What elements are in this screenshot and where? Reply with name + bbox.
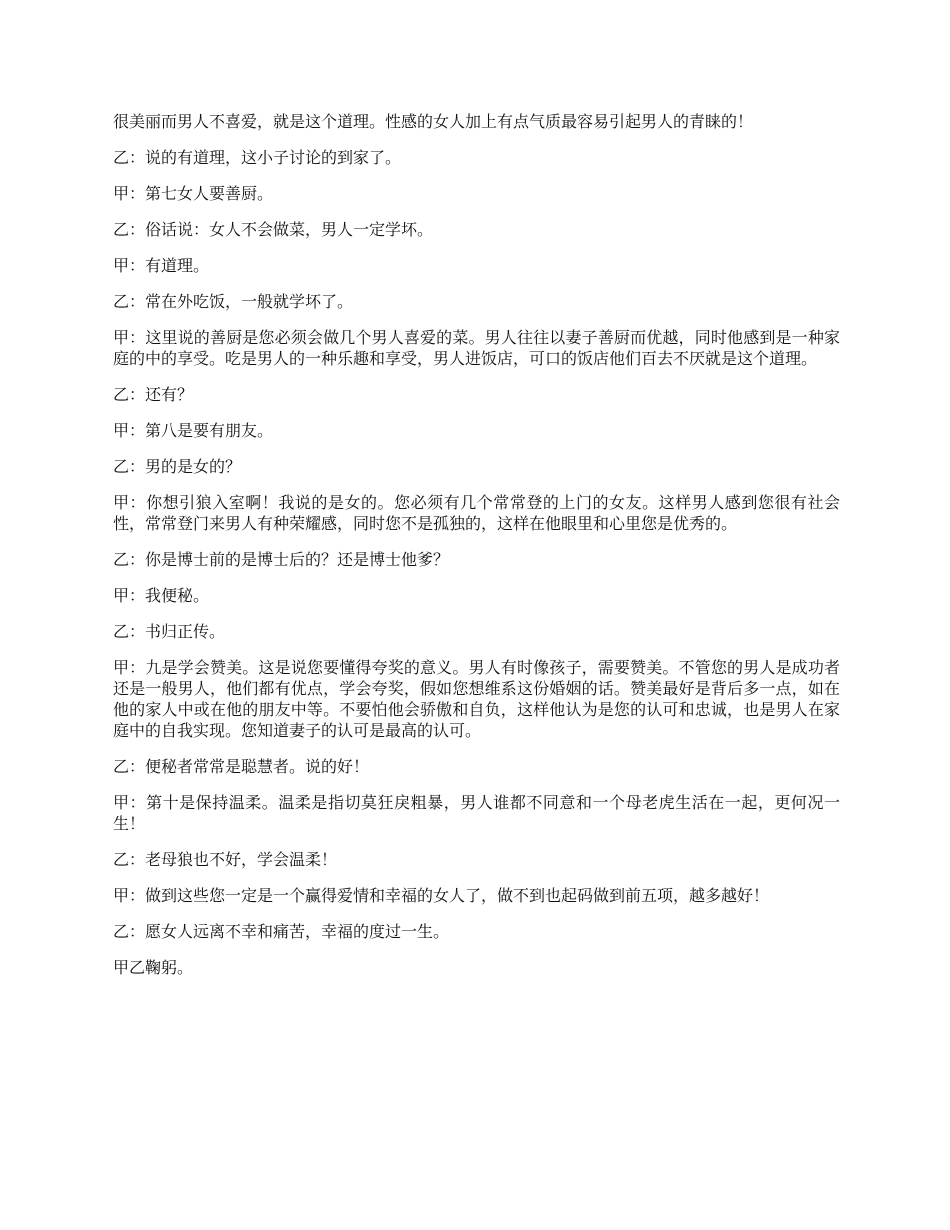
paragraph: 甲：你想引狼入室啊！我说的是女的。您必须有几个常常登的上门的女友。这样男人感到您很有社会性，常常登门来男人有种荣耀感，同时您不是孤独的，这样在他眼里和心里您是优秀的。 <box>113 493 840 533</box>
paragraph: 乙：男的是女的？ <box>113 457 242 476</box>
paragraph: 甲：有道理。 <box>113 256 210 275</box>
paragraph: 甲：九是学会赞美。这是说您要懂得夸奖的意义。男人有时像孩子，需要赞美。不管您的男人是成功者还是一般男人，他们都有优点，学会夸奖，假如您想维系这份婚姻的话。赞美最好是背后多一点，如在他的家人中或在他的朋友中等。不要怕他会骄傲和自负，这样他认为是您的认可和忠诚，也是男人在家庭中的自我实现。您知道妻子的认可是最高的认可。 <box>113 658 840 740</box>
paragraph: 甲：第十是保持温柔。温柔是指切莫狂戾粗暴，男人谁都不同意和一个母老虎生活在一起，更何况一生！ <box>113 793 840 833</box>
paragraph: 甲：第八是要有朋友。 <box>113 421 274 440</box>
paragraph: 乙：愿女人远离不幸和痛苦，幸福的度过一生。 <box>113 922 450 941</box>
paragraph: 乙：便秘者常常是聪慧者。说的好！ <box>113 757 370 776</box>
paragraph: 乙：俗话说：女人不会做菜，男人一定学坏。 <box>113 220 434 239</box>
paragraph: 乙：说的有道理，这小子讨论的到家了。 <box>113 148 402 167</box>
paragraph: 乙：你是博士前的是博士后的？还是博士他爹？ <box>113 550 450 569</box>
paragraph: 甲：做到这些您一定是一个赢得爱情和幸福的女人了，做不到也起码做到前五项，越多越好！ <box>113 886 770 905</box>
paragraph: 甲：我便秘。 <box>113 586 210 605</box>
paragraph: 乙：常在外吃饭，一般就学坏了。 <box>113 292 354 311</box>
document-body <box>113 111 840 993</box>
paragraph: 甲：这里说的善厨是您必须会做几个男人喜爱的菜。男人往往以妻子善厨而优越，同时他感到是一种家庭的中的享受。吃是男人的一种乐趣和享受，男人进饭店，可口的饭店他们百去不厌就是这个道理。 <box>113 328 840 368</box>
paragraph: 甲：第七女人要善厨。 <box>113 184 274 203</box>
paragraph: 乙：书归正传。 <box>113 622 226 641</box>
paragraph: 很美丽而男人不喜爱，就是这个道理。性感的女人加上有点气质最容易引起男人的青睐的！ <box>113 112 754 131</box>
paragraph: 乙：还有？ <box>113 385 194 404</box>
paragraph: 甲乙鞠躬。 <box>113 958 194 977</box>
paragraph: 乙：老母狼也不好，学会温柔！ <box>113 850 338 869</box>
